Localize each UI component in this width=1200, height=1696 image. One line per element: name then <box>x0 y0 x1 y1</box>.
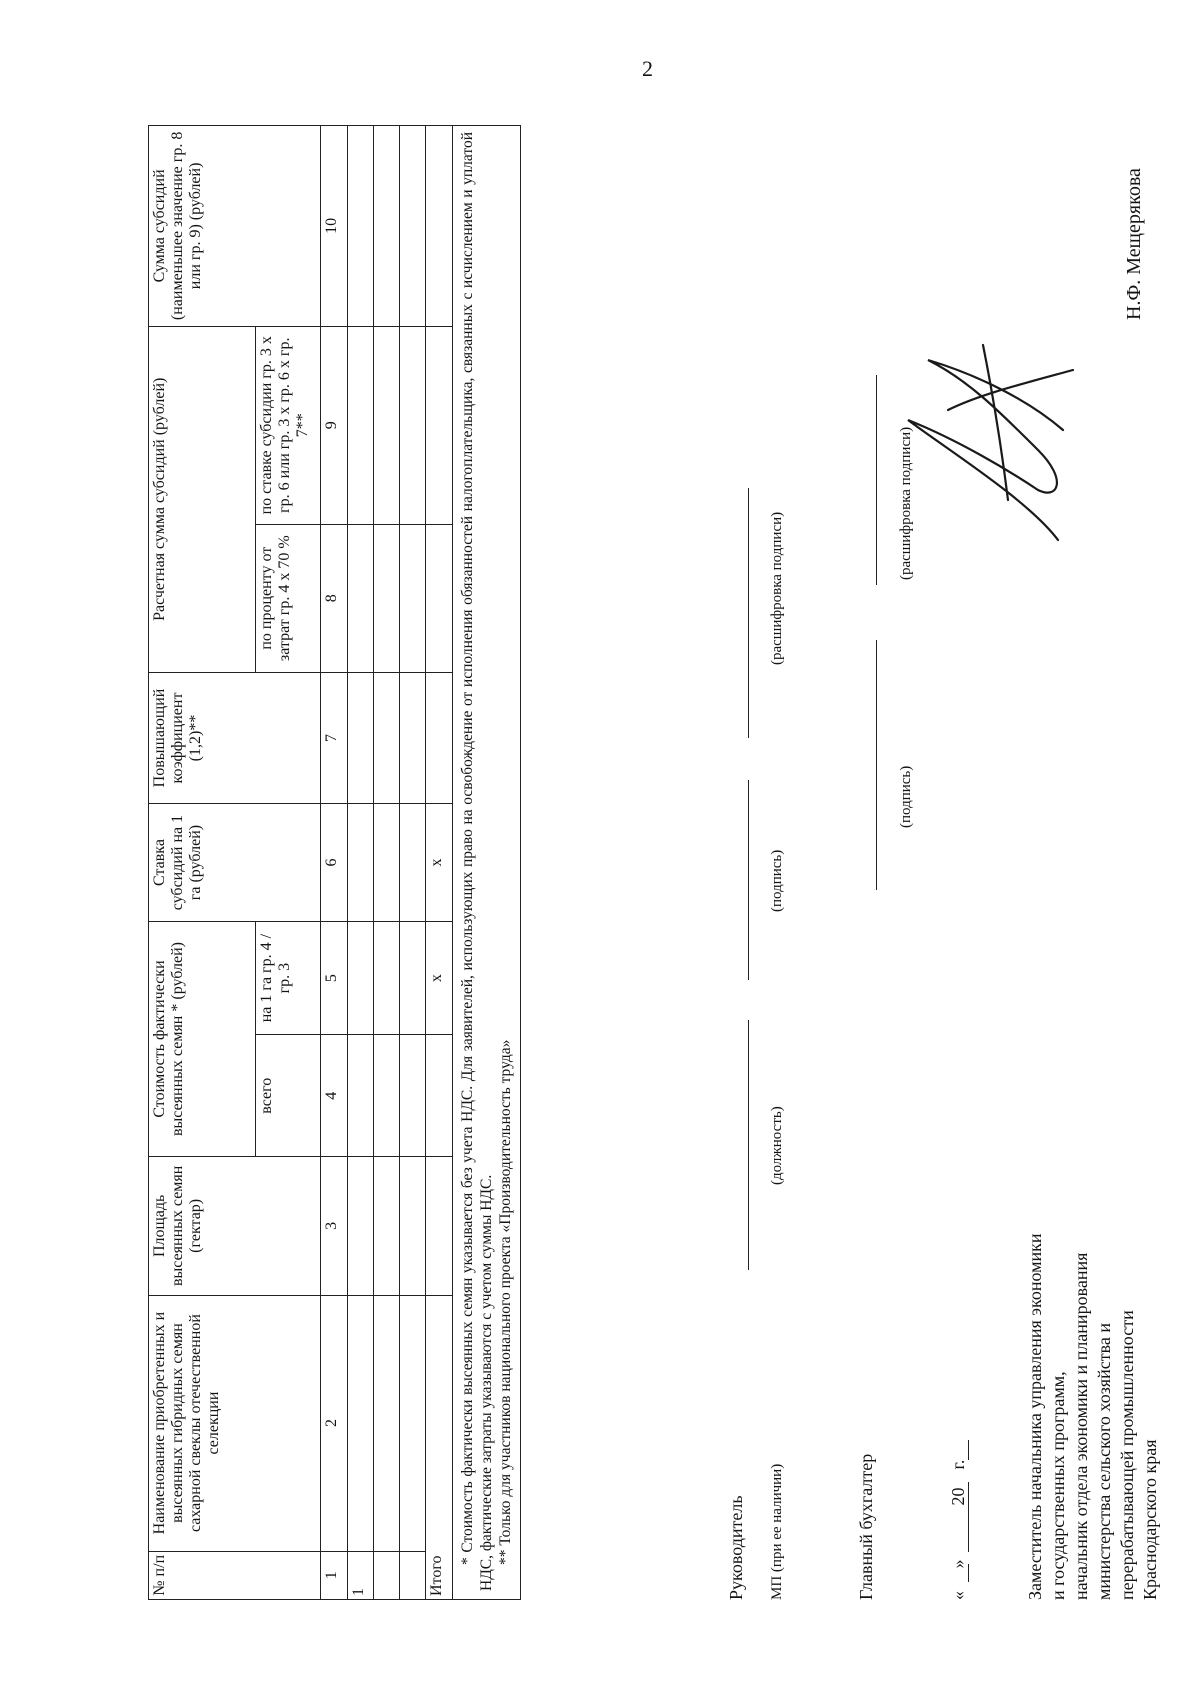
table-footnotes <box>453 126 521 1600</box>
acc-decode-caption: (расшифровка подписи) <box>898 426 914 580</box>
table-cell <box>426 524 453 672</box>
table-cell <box>400 672 426 803</box>
page-number: 2 <box>642 56 653 81</box>
column-number: 8 <box>321 524 348 672</box>
header-area: Площадь высеянных семян (гектар) <box>149 1157 321 1295</box>
table-cell <box>374 1035 400 1157</box>
signatory-name: Н.Ф. Мещерякова <box>1123 168 1145 320</box>
position-caption: (должность) <box>769 1106 785 1185</box>
table-cell <box>426 672 453 803</box>
table-cell <box>426 126 453 327</box>
deputy-line: начальник отдела экономики и планирования <box>1071 1252 1092 1600</box>
table-cell <box>400 921 426 1035</box>
table-cell <box>374 672 400 803</box>
date-line: « » 20 г. <box>948 1459 968 1600</box>
acc-signature-caption: (подпись) <box>898 765 914 828</box>
date-month-underline <box>968 1482 969 1552</box>
total-label: Итого <box>426 1295 453 1599</box>
column-number: 7 <box>321 672 348 803</box>
header-cost-per-ha: на 1 га гр. 4 / гр. 3 <box>256 921 321 1035</box>
table-cell <box>348 921 374 1035</box>
table-cell <box>426 1157 453 1295</box>
header-by-rate: по ставке субсидии гр. 3 х гр. 6 или гр. 3 х гр. 6 х гр. 7** <box>256 326 321 524</box>
signature-caption: (подпись) <box>769 849 785 912</box>
column-number: 2 <box>321 1295 348 1551</box>
table-cell <box>426 326 453 524</box>
table-cell <box>348 672 374 803</box>
header-name: Наименование приобретенных и высеянных гибридных семян сахарной свеклы отечественной селекции <box>149 1295 321 1551</box>
subsidy-table <box>148 125 521 1600</box>
deputy-line: Краснодарского края <box>1140 1439 1161 1600</box>
table-row <box>374 126 400 1600</box>
table-cell <box>348 1295 374 1551</box>
column-number: 10 <box>321 126 348 327</box>
position-line <box>748 1020 749 1270</box>
head-label: Руководитель <box>726 1495 746 1600</box>
table-cell <box>374 524 400 672</box>
table-cell <box>348 524 374 672</box>
table-cell <box>374 1157 400 1295</box>
accountant-label: Главный бухгалтер <box>856 1453 876 1600</box>
header-cost: Стоимость фактически высеянных семян * (рублей) <box>149 921 256 1156</box>
table-cell <box>348 1035 374 1157</box>
column-number: 1 <box>321 1551 348 1599</box>
column-number-row <box>321 126 348 1600</box>
table-cell <box>400 126 426 327</box>
column-number: 9 <box>321 326 348 524</box>
table-cell: 1 <box>348 1551 374 1599</box>
decode-caption: (расшифровка подписи) <box>769 511 785 665</box>
deputy-position <box>1024 1233 1162 1600</box>
table-cell <box>400 326 426 524</box>
table-cell <box>348 1157 374 1295</box>
deputy-line: Заместитель начальника управления экономики <box>1025 1233 1045 1600</box>
acc-signature-line <box>876 640 877 890</box>
decode-line <box>748 488 749 738</box>
table-cell <box>400 1035 426 1157</box>
column-number: 6 <box>321 804 348 922</box>
table-cell <box>348 326 374 524</box>
table-cell <box>348 126 374 327</box>
signature-line <box>748 780 749 980</box>
header-rate: Ставка субсидий на 1 га (рублей) <box>149 804 321 922</box>
table-cell <box>374 921 400 1035</box>
mp-label: МП (при ее наличии) <box>769 1463 785 1600</box>
total-col5: х <box>426 921 453 1035</box>
table-cell <box>400 1157 426 1295</box>
table-row <box>348 126 374 1600</box>
table-cell <box>400 804 426 922</box>
table-cell <box>374 804 400 922</box>
header-num: № п/п <box>149 1551 321 1599</box>
column-number: 4 <box>321 1035 348 1157</box>
deputy-line: министерства сельского хозяйства и <box>1094 1323 1115 1600</box>
header-by-percent: по проценту от затрат гр. 4 х 70 % <box>256 524 321 672</box>
acc-decode-line <box>876 375 877 585</box>
header-calc-sum: Расчетная сумма субсидий (рублей) <box>149 326 256 672</box>
header-subsidy-sum: Сумма субсидий (наименьшее значение гр. 8 или гр. 9) (рублей) <box>149 126 321 327</box>
rotated-page-content <box>148 80 1168 1600</box>
handwritten-signature <box>888 320 1098 560</box>
table-cell <box>400 1551 426 1599</box>
table-cell <box>400 1295 426 1551</box>
header-cost-total: всего <box>256 1035 321 1157</box>
footnote-vat: * Стоимость фактически высеянных семян указывается без учета НДС. Для заявителей, использующих право на освобождение от исполнения обязанностей налогоплательщика, связанных с исчислением и уплатой НДС, фактические затраты указываются с учетом суммы НДС. <box>459 132 495 1591</box>
table-cell <box>374 326 400 524</box>
column-number: 5 <box>321 921 348 1035</box>
table-cell <box>374 1551 400 1599</box>
table-cell <box>374 1295 400 1551</box>
table-cell <box>400 524 426 672</box>
column-number: 3 <box>321 1157 348 1295</box>
table-cell <box>374 126 400 327</box>
table-cell <box>348 804 374 922</box>
total-col6: х <box>426 804 453 922</box>
date-year-underline <box>968 1440 969 1460</box>
table-cell <box>426 1035 453 1157</box>
footnote-national-project: ** Только для участников национального проекта «Производительность труда» <box>496 1039 514 1565</box>
table-row <box>400 126 426 1600</box>
deputy-line: и государственных программ, <box>1048 1371 1069 1600</box>
deputy-line: перерабатывающей промышленности <box>1117 1310 1138 1600</box>
date-day-underline <box>968 1564 969 1582</box>
header-coefficient: Повышающий коэффициент (1,2)** <box>149 672 321 803</box>
total-row <box>426 126 453 1600</box>
